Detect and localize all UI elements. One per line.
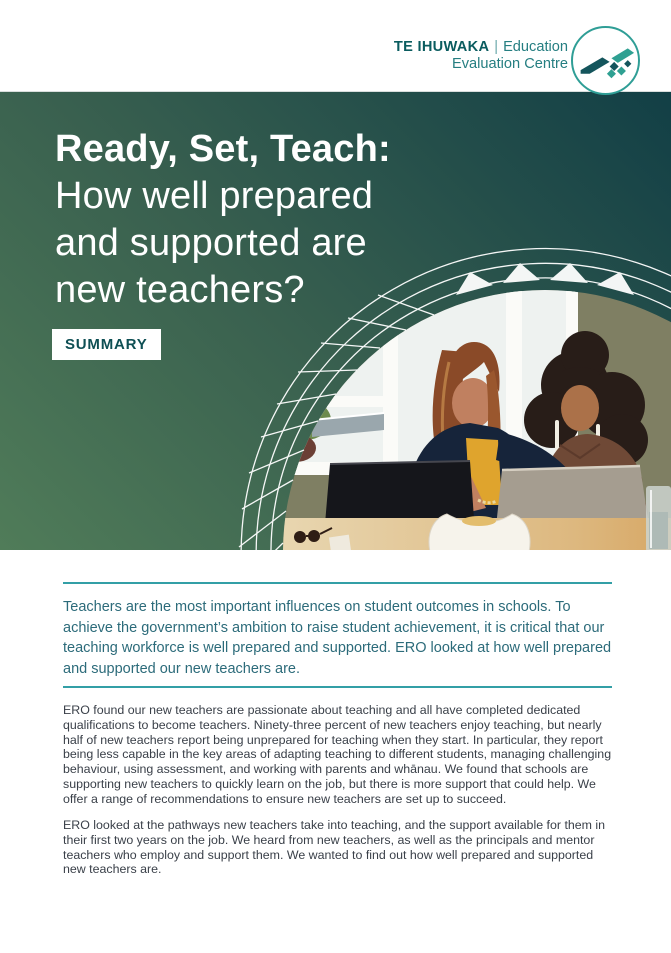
brand-line-1 bbox=[394, 39, 568, 56]
two-teachers-working-on-laptops-photo bbox=[276, 280, 671, 550]
body-paragraph: ERO looked at the pathways new teachers take into teaching, and the support available for them in their first two years on the job. We heard from new teachers, as well as the principals and mentor teachers who employ and support them. We wanted to find out how well prepared and supported new teachers are. bbox=[63, 818, 606, 877]
title-line: How well prepared bbox=[55, 175, 374, 217]
summary-badge bbox=[52, 329, 161, 360]
header bbox=[0, 0, 671, 92]
bowl bbox=[429, 514, 530, 550]
divider-rule bbox=[63, 582, 612, 584]
brand-dept-line2: Evaluation Centre bbox=[451, 55, 568, 72]
title-line: new teachers? bbox=[55, 269, 305, 311]
page-title bbox=[55, 126, 391, 314]
body-paragraph: ERO found our new teachers are passionate about teaching and all have completed dedicated qualifications to become teachers. Ninety-three percent of new teachers enjoy teaching, but nearly half of new teachers report being unprepared for teaching when they start. In particular, they report being less capable in the key areas of adapting teaching to different students, managing challenging behaviour, using assessment, and working with parents and whānau. We found that schools are supporting new teachers to quickly learn on the job, but there is more support that could help. We offer a range of recommendations to ensure new teachers are set up to succeed. bbox=[63, 703, 612, 806]
brand-dept-line1: Education bbox=[503, 39, 568, 55]
brand-divider: | bbox=[494, 39, 499, 55]
hero-banner bbox=[0, 92, 671, 550]
brand-lockup bbox=[394, 39, 568, 72]
ero-weave-logo-icon bbox=[571, 26, 640, 95]
logo-mark bbox=[577, 32, 635, 90]
title-line: Ready, Set, Teach: bbox=[55, 128, 391, 170]
title-line: and supported are bbox=[55, 222, 367, 264]
brand-name: TE IHUWAKA bbox=[393, 39, 490, 55]
divider-rule bbox=[63, 686, 612, 688]
main-content bbox=[0, 550, 671, 953]
summary-badge-label: SUMMARY bbox=[65, 336, 148, 353]
water-glass bbox=[646, 486, 671, 550]
intro-paragraph: Teachers are the most important influences on student outcomes in schools. To achieve the government’s ambition to raise student achievement, it is critical that our teaching workforce is well prepared and supported. ERO looked at how well prepared and supported our new teachers are. bbox=[63, 599, 612, 677]
